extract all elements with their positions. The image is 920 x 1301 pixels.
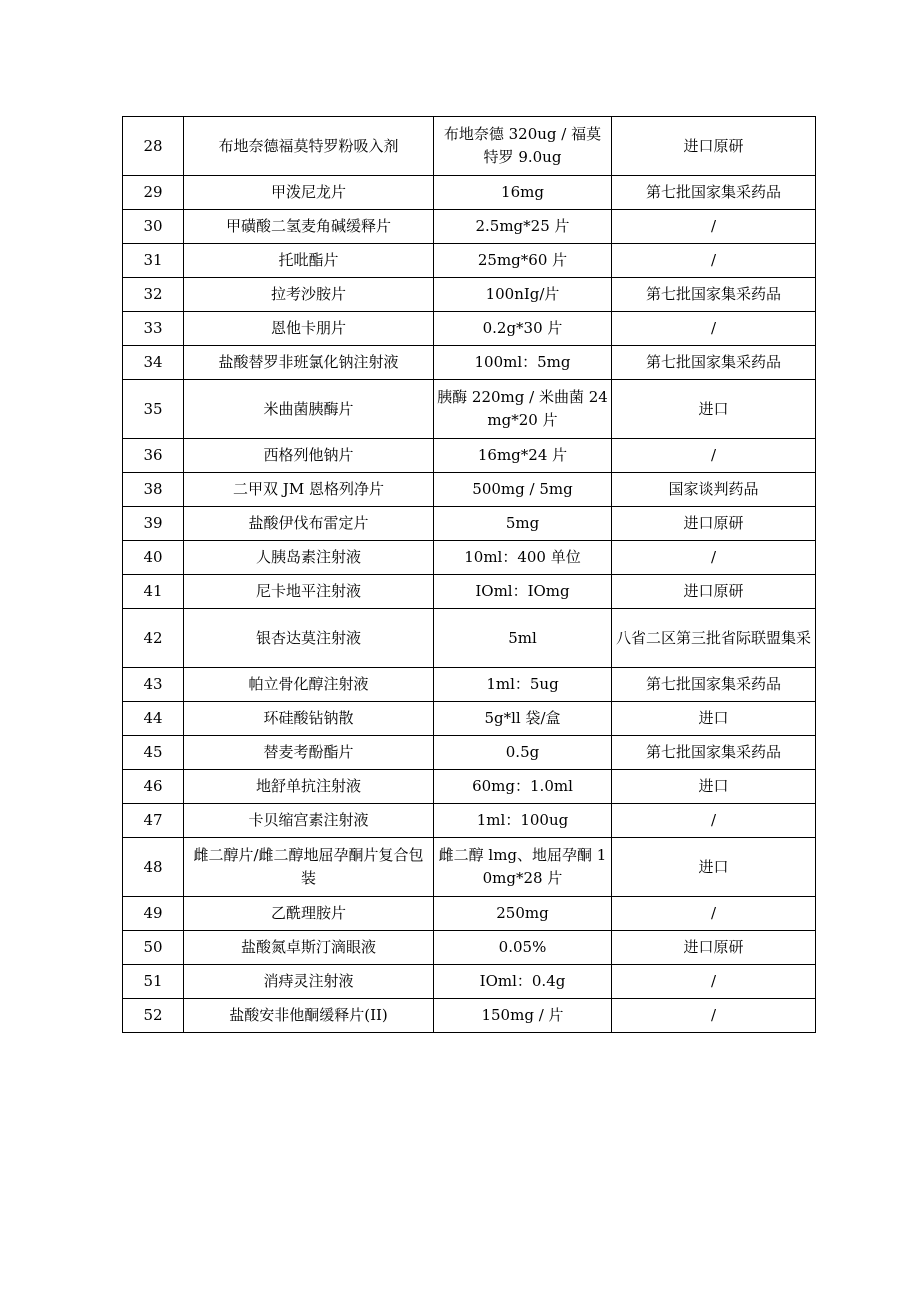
table-row <box>123 965 816 999</box>
drug-name-cell: 西格列他钠片 <box>184 439 434 473</box>
drug-note-cell: / <box>612 999 816 1033</box>
row-number-cell: 44 <box>123 702 184 736</box>
table-row <box>123 244 816 278</box>
drug-note-cell: / <box>612 965 816 999</box>
table-row <box>123 439 816 473</box>
table-row <box>123 507 816 541</box>
drug-spec-cell: 布地奈德 320ug / 福莫特罗 9.0ug <box>434 117 612 176</box>
drug-spec-cell: 0.05% <box>434 931 612 965</box>
drug-note-cell: 进口原研 <box>612 931 816 965</box>
row-number-cell: 51 <box>123 965 184 999</box>
row-number-cell: 33 <box>123 312 184 346</box>
drug-note-cell: 进口 <box>612 838 816 897</box>
drug-spec-cell: 2.5mg*25 片 <box>434 210 612 244</box>
table-row <box>123 838 816 897</box>
row-number-cell: 48 <box>123 838 184 897</box>
drug-name-cell: 甲磺酸二氢麦角碱缓释片 <box>184 210 434 244</box>
table-row <box>123 312 816 346</box>
drug-note-cell: 国家谈判药品 <box>612 473 816 507</box>
drug-spec-cell: 100ml：5mg <box>434 346 612 380</box>
row-number-cell: 38 <box>123 473 184 507</box>
table-row <box>123 804 816 838</box>
drug-spec-cell: 60mg：1.0ml <box>434 770 612 804</box>
table-row <box>123 176 816 210</box>
drug-spec-cell: 5g*ll 袋/盒 <box>434 702 612 736</box>
drug-spec-cell: IOml：0.4g <box>434 965 612 999</box>
drug-note-cell: 进口 <box>612 770 816 804</box>
row-number-cell: 34 <box>123 346 184 380</box>
table-row <box>123 668 816 702</box>
drug-note-cell: / <box>612 804 816 838</box>
table-row <box>123 346 816 380</box>
row-number-cell: 45 <box>123 736 184 770</box>
drug-name-cell: 帕立骨化醇注射液 <box>184 668 434 702</box>
drug-name-cell: 恩他卡朋片 <box>184 312 434 346</box>
table-row <box>123 278 816 312</box>
drug-spec-cell: 16mg <box>434 176 612 210</box>
drug-name-cell: 替麦考酚酯片 <box>184 736 434 770</box>
drug-note-cell: 第七批国家集采药品 <box>612 668 816 702</box>
drug-name-cell: 卡贝缩宫素注射液 <box>184 804 434 838</box>
table-row <box>123 380 816 439</box>
row-number-cell: 47 <box>123 804 184 838</box>
drug-spec-cell: 250mg <box>434 897 612 931</box>
row-number-cell: 29 <box>123 176 184 210</box>
drug-name-cell: 甲泼尼龙片 <box>184 176 434 210</box>
table-row <box>123 117 816 176</box>
table-row <box>123 897 816 931</box>
drug-note-cell: / <box>612 439 816 473</box>
drug-spec-cell: 10ml：400 单位 <box>434 541 612 575</box>
table-row <box>123 999 816 1033</box>
drug-name-cell: 银杏达莫注射液 <box>184 609 434 668</box>
drug-name-cell: 拉考沙胺片 <box>184 278 434 312</box>
drug-note-cell: / <box>612 210 816 244</box>
table-row <box>123 473 816 507</box>
drug-note-cell: 进口 <box>612 380 816 439</box>
drug-spec-cell: 25mg*60 片 <box>434 244 612 278</box>
drug-note-cell: 进口原研 <box>612 117 816 176</box>
row-number-cell: 49 <box>123 897 184 931</box>
table-row <box>123 609 816 668</box>
row-number-cell: 39 <box>123 507 184 541</box>
drug-spec-cell: 0.2g*30 片 <box>434 312 612 346</box>
drug-name-cell: 雌二醇片/雌二醇地屈孕酮片复合包装 <box>184 838 434 897</box>
drug-name-cell: 米曲菌胰酶片 <box>184 380 434 439</box>
drug-spec-cell: 100nIg/片 <box>434 278 612 312</box>
drug-note-cell: / <box>612 897 816 931</box>
drug-spec-cell: 雌二醇 lmg、地屈孕酮 10mg*28 片 <box>434 838 612 897</box>
row-number-cell: 28 <box>123 117 184 176</box>
drug-name-cell: 盐酸安非他酮缓释片(II) <box>184 999 434 1033</box>
drug-name-cell: 盐酸替罗非班氯化钠注射液 <box>184 346 434 380</box>
row-number-cell: 50 <box>123 931 184 965</box>
row-number-cell: 30 <box>123 210 184 244</box>
drug-spec-cell: 5ml <box>434 609 612 668</box>
table-row <box>123 210 816 244</box>
drug-note-cell: / <box>612 312 816 346</box>
table-row <box>123 575 816 609</box>
row-number-cell: 43 <box>123 668 184 702</box>
drug-name-cell: 盐酸伊伐布雷定片 <box>184 507 434 541</box>
drug-spec-cell: 500mg / 5mg <box>434 473 612 507</box>
table-row <box>123 931 816 965</box>
table-row <box>123 541 816 575</box>
drug-note-cell: / <box>612 541 816 575</box>
drug-name-cell: 二甲双 JM 恩格列净片 <box>184 473 434 507</box>
drug-spec-cell: 5mg <box>434 507 612 541</box>
drug-name-cell: 消痔灵注射液 <box>184 965 434 999</box>
row-number-cell: 41 <box>123 575 184 609</box>
drug-note-cell: 进口原研 <box>612 507 816 541</box>
drug-spec-cell: 16mg*24 片 <box>434 439 612 473</box>
row-number-cell: 36 <box>123 439 184 473</box>
drug-note-cell: 进口原研 <box>612 575 816 609</box>
drug-spec-cell: 1ml：100ug <box>434 804 612 838</box>
drug-note-cell: 进口 <box>612 702 816 736</box>
drug-spec-cell: 0.5g <box>434 736 612 770</box>
row-number-cell: 46 <box>123 770 184 804</box>
drug-spec-cell: IOml：IOmg <box>434 575 612 609</box>
drug-note-cell: 第七批国家集采药品 <box>612 736 816 770</box>
row-number-cell: 32 <box>123 278 184 312</box>
drug-name-cell: 环硅酸钻钠散 <box>184 702 434 736</box>
drug-spec-cell: 胰酶 220mg / 米曲菌 24mg*20 片 <box>434 380 612 439</box>
row-number-cell: 40 <box>123 541 184 575</box>
drug-name-cell: 尼卡地平注射液 <box>184 575 434 609</box>
drug-spec-cell: 1ml：5ug <box>434 668 612 702</box>
row-number-cell: 35 <box>123 380 184 439</box>
drug-name-cell: 布地奈德福莫特罗粉吸入剂 <box>184 117 434 176</box>
drug-table <box>122 116 816 1033</box>
table-row <box>123 770 816 804</box>
drug-note-cell: 第七批国家集采药品 <box>612 176 816 210</box>
row-number-cell: 31 <box>123 244 184 278</box>
drug-name-cell: 托吡酯片 <box>184 244 434 278</box>
drug-note-cell: 八省二区第三批省际联盟集采 <box>612 609 816 668</box>
row-number-cell: 52 <box>123 999 184 1033</box>
drug-note-cell: 第七批国家集采药品 <box>612 278 816 312</box>
drug-note-cell: / <box>612 244 816 278</box>
table-row <box>123 736 816 770</box>
table-row <box>123 702 816 736</box>
drug-name-cell: 盐酸氮卓斯汀滴眼液 <box>184 931 434 965</box>
drug-name-cell: 人胰岛素注射液 <box>184 541 434 575</box>
drug-table-body <box>123 117 816 1033</box>
drug-spec-cell: 150mg / 片 <box>434 999 612 1033</box>
drug-name-cell: 地舒单抗注射液 <box>184 770 434 804</box>
drug-name-cell: 乙酰理胺片 <box>184 897 434 931</box>
row-number-cell: 42 <box>123 609 184 668</box>
drug-note-cell: 第七批国家集采药品 <box>612 346 816 380</box>
